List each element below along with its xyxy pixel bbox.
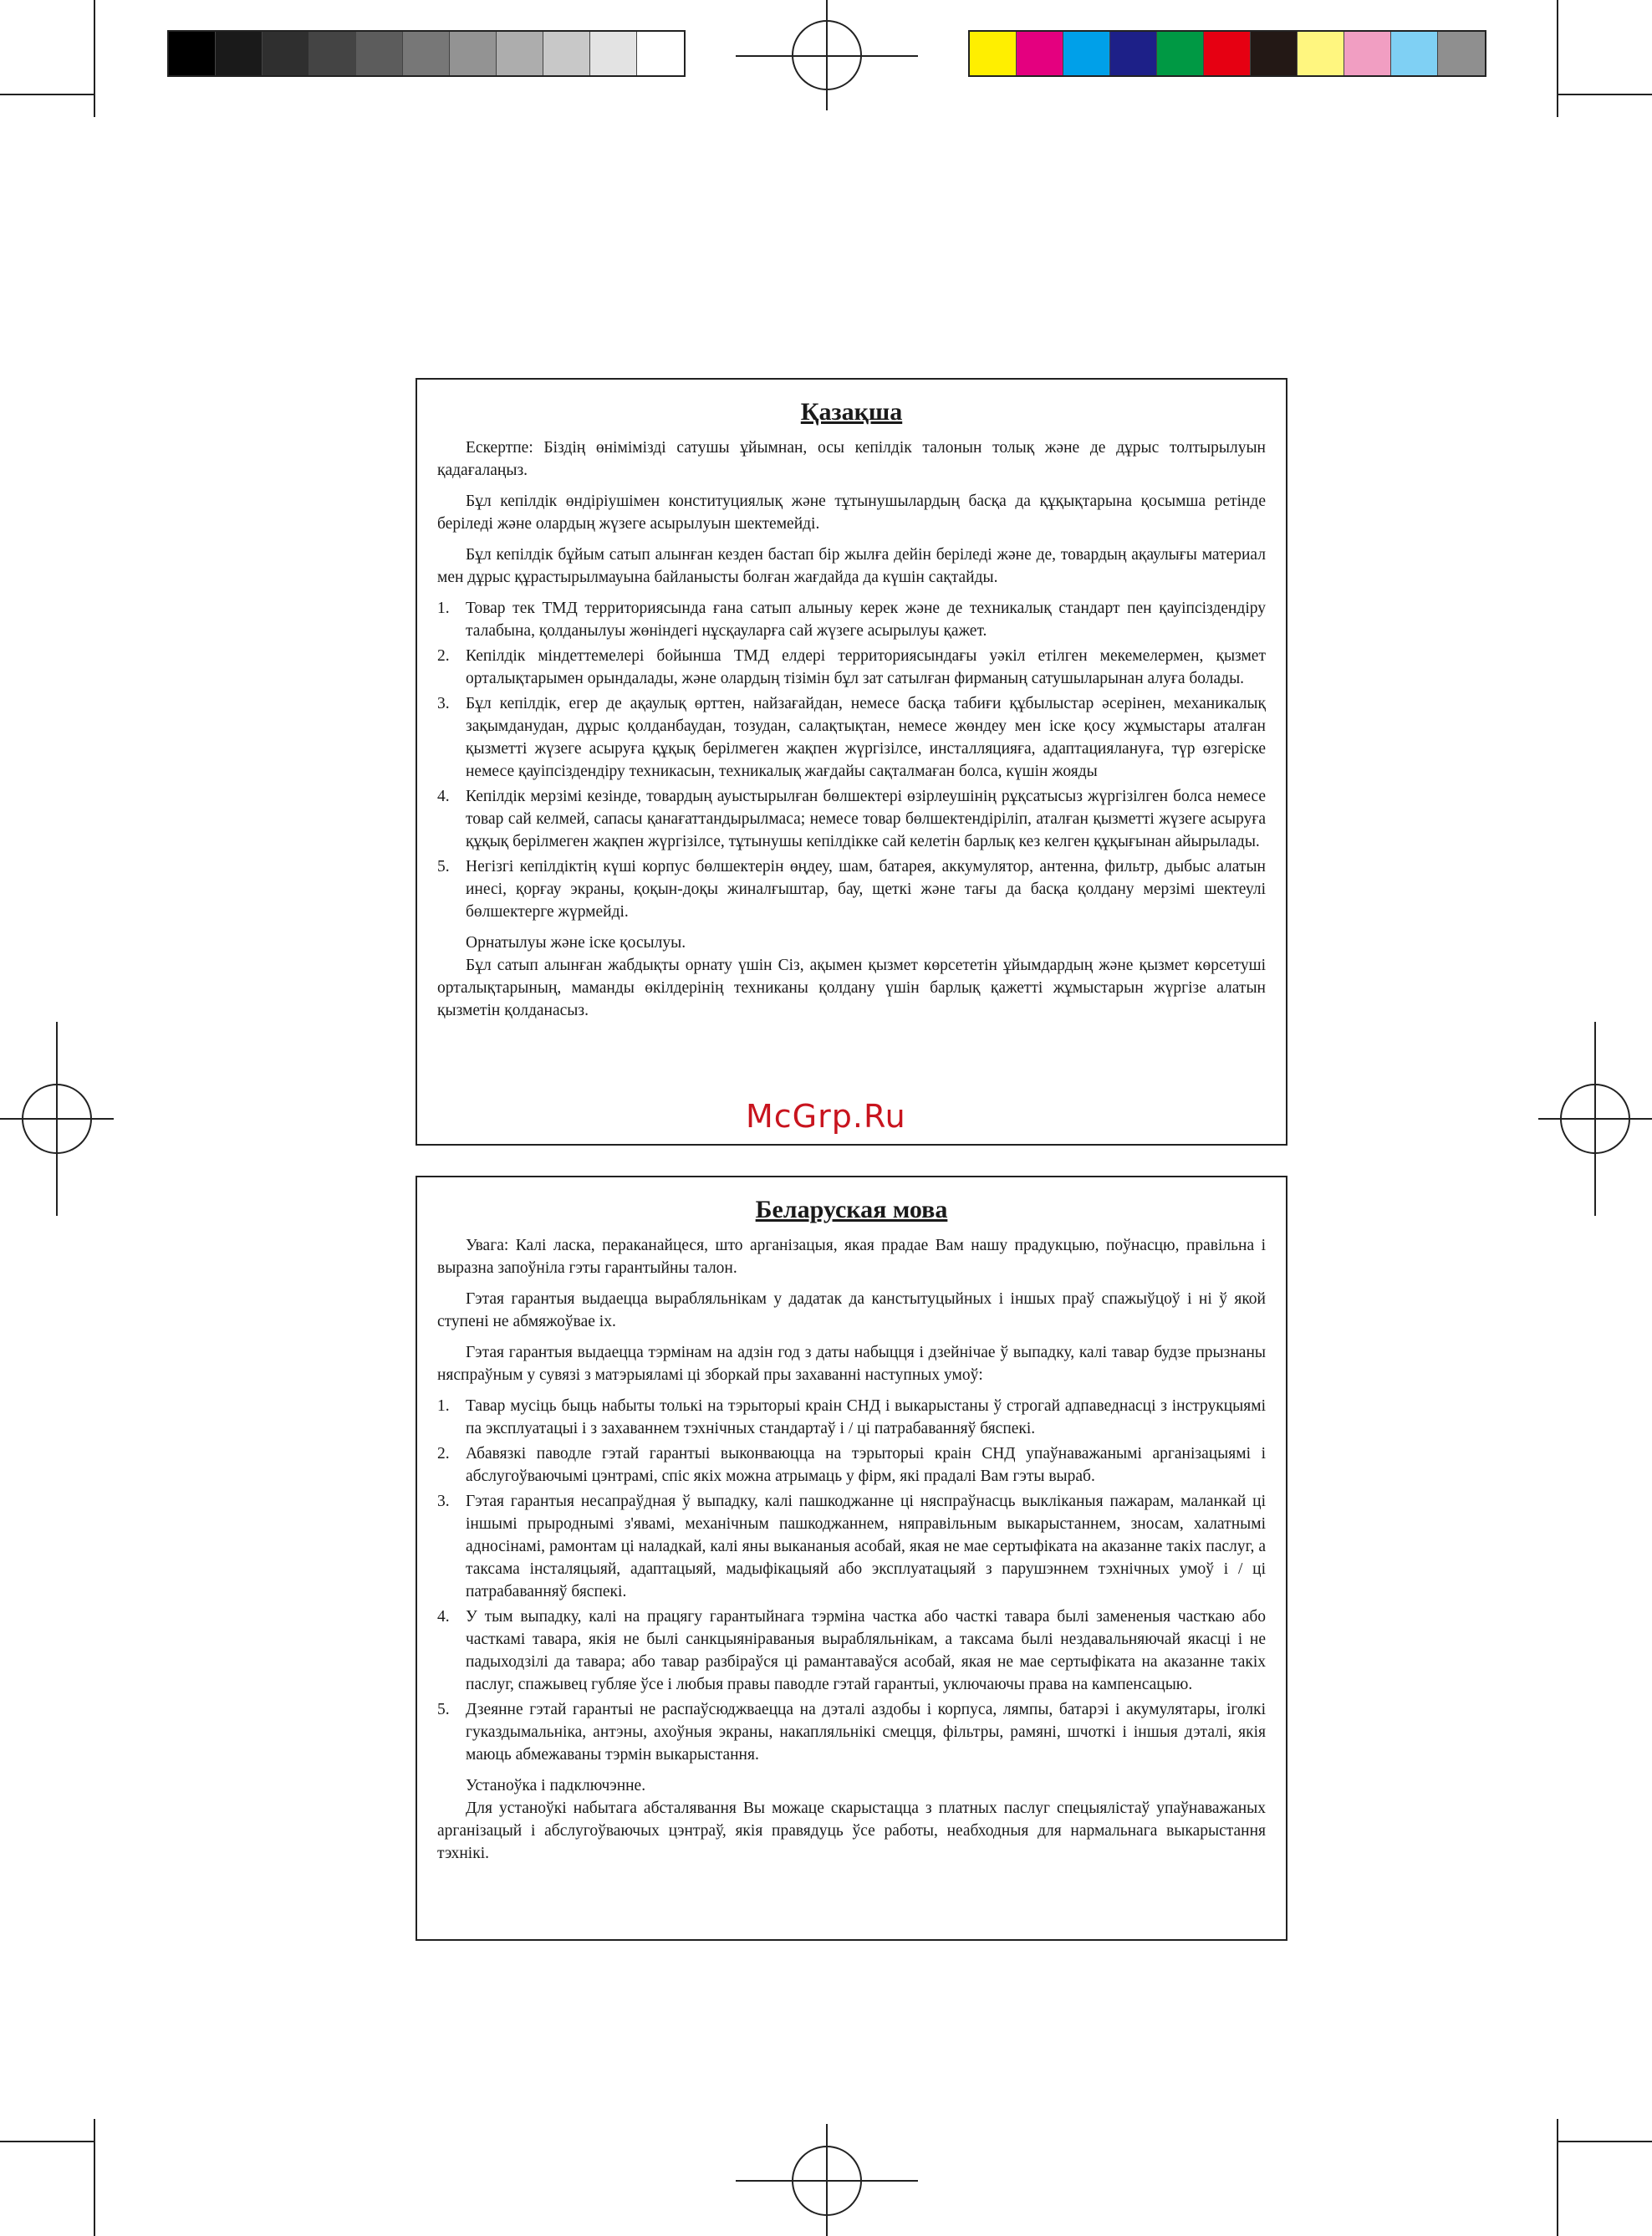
- note-paragraph: Увага: Калі ласка, пераканайцеся, што арганізацыя, якая прадае Вам нашу прадукцыю, поўнасцю, правільна і выразна запоўніла гэты гарантыйны талон.: [437, 1237, 1266, 1277]
- list-text: У тым выпадку, калі на працягу гарантыйнага тэрміна частка або часткі тавара былі замененыя часткаю або часткамі тавара, якія не былі санкцыяніраваныя вырабляльнікам, а таксама былі нездавальняючай якасці і не падыходзілі да тавара; або тавар разбіраўся ці рамантаваўся асобай, якая не мае сертыфіката на аказанне такіх паслуг, спажывец губляе ўсе і любыя правы паводле гэтай гарантыі, уключаючы права на кампенсацыю.: [466, 1608, 1266, 1693]
- list-item: [437, 1490, 1266, 1603]
- calibration-swatch: [543, 32, 590, 75]
- crop-mark: [94, 2119, 95, 2236]
- list-number: 3.: [437, 1493, 450, 1510]
- list-text: Абавязкі паводле гэтай гарантыі выконваюцца на тэрыторыі краін СНД упаўнаважанымі арганізацыямі і абслугоўваючымі цэнтрамі, спіс якіх можна атрымаць у фірм, які прадалі Вам гэты выраб.: [466, 1445, 1266, 1485]
- list-item: [437, 855, 1266, 923]
- conditions-list: [437, 1395, 1266, 1766]
- calibration-swatch: [169, 32, 216, 75]
- list-text: Дзеянне гэтай гарантыі не распаўсюджваецца на дэталі аздобы і корпуса, лямпы, батарэі і акумулятары, іголкі гуказдымальніка, антэны, ахоўныя экраны, накапляльнікі смецця, фільтры, рамяні, шчоткі і іншыя дэталі, якія маюць абмежаваны тэрмін выкарыстання.: [466, 1701, 1266, 1764]
- kazakh-warranty-section: [416, 378, 1287, 1146]
- list-item: [437, 1698, 1266, 1766]
- calibration-swatch: [450, 32, 497, 75]
- body-paragraph: Бұл кепілдік өндіріушімен конституциялық және тұтынушылардың басқа да құқықтарына қосымша ретінде беріледі және олардың жүзеге асырылуын шектемейді.: [437, 493, 1266, 533]
- calibration-swatch: [637, 32, 684, 75]
- list-item: [437, 597, 1266, 642]
- calibration-swatch: [309, 32, 356, 75]
- install-paragraph: Для устаноўкі набытага абсталявання Вы можаце скарыстацца з платных паслуг спецыялістаў упаўнаважаных арганізацый і абслугоўваючых цэнтраў, якія правядуць ўсе работы, неабходныя для нармальнага выкарыстання тэхнікі.: [437, 1800, 1266, 1862]
- calibration-swatch: [1063, 32, 1110, 75]
- list-item: [437, 1606, 1266, 1696]
- install-paragraph: Бұл сатып алынған жабдықты орнату үшін Сіз, ақымен қызмет көрсететін ұйымдардың және қызмет көрсетуші орталықтарының, маманды өкілдерінің техниканы қолдану үшін барлық қажетті жұмыстарын жүргізе алатын қызметін қолданасыз.: [437, 957, 1266, 1019]
- install-heading: Устаноўка і падключэнне.: [466, 1777, 646, 1794]
- color-calibration-strip: [968, 30, 1486, 77]
- belarusian-warranty-section: [416, 1176, 1287, 1941]
- list-number: 5.: [437, 858, 450, 876]
- list-number: 5.: [437, 1701, 450, 1718]
- calibration-swatch: [1157, 32, 1204, 75]
- list-item: [437, 1395, 1266, 1440]
- calibration-swatch: [590, 32, 637, 75]
- calibration-swatch: [1391, 32, 1438, 75]
- list-text: Товар тек ТМД территориясында ғана сатып алыныу керек және де техникалық стандарт пен қауіпсіздендіру талабына, қолданылуы жөніндегі нұсқауларға сай жүзеге асырылуы қажет.: [466, 600, 1266, 640]
- list-number: 1.: [437, 1397, 450, 1415]
- calibration-swatch: [497, 32, 543, 75]
- calibration-swatch: [1438, 32, 1485, 75]
- list-item: [437, 785, 1266, 853]
- section-title: Беларуская мова: [755, 1196, 948, 1223]
- list-text: Кепілдік мерзімі кезінде, товардың ауыстырылған бөлшектері өзірлеушінің рұқсатысыз жүргізілген болса немесе товар сай келмей, сапасы қанағаттандырылмаса; немесе товар бөлшектендіріліп, аталған қызметті жүзеге асыруға құқық берілмеген жақпен жүргізілсе, тұтынушы кепілдікке сай келетін барлық кез келген құқығынан айырылады.: [466, 788, 1266, 850]
- list-text: Кепілдік міндеттемелері бойынша ТМД елдері территориясындағы уәкіл етілген мекемелермен, қызмет орталықтарымен орындалады, және олардың тізімін бұл зат сатылған фирманың сатушыларынан алуға болады.: [466, 647, 1266, 687]
- list-number: 4.: [437, 788, 450, 805]
- conditions-list: [437, 597, 1266, 923]
- list-item: [437, 1442, 1266, 1488]
- grayscale-calibration-strip: [167, 30, 686, 77]
- calibration-swatch: [1204, 32, 1251, 75]
- list-number: 2.: [437, 647, 450, 665]
- list-text: Негізгі кепілдіктің күші корпус бөлшектерін өңдеу, шам, батарея, аккумулятор, антенна, фильтр, дыбыс алатын инесі, қорғау экраны, қоқын-доқы жиналғыштар, бау, щеткі және тағы да басқа қолдану мерзімі шектеулі бөлшектерге жүрмейді.: [466, 858, 1266, 921]
- calibration-swatch: [356, 32, 403, 75]
- calibration-swatch: [1298, 32, 1344, 75]
- crop-mark: [0, 94, 94, 95]
- section-title: Қазақша: [800, 398, 903, 426]
- calibration-swatch: [1344, 32, 1391, 75]
- registration-crosshair: [0, 1118, 114, 1120]
- crop-mark: [94, 0, 95, 117]
- registration-crosshair: [736, 2180, 918, 2182]
- registration-crosshair: [1538, 1118, 1652, 1120]
- registration-crosshair: [736, 55, 918, 57]
- crop-mark: [1557, 0, 1558, 117]
- calibration-swatch: [1251, 32, 1298, 75]
- calibration-swatch: [263, 32, 309, 75]
- list-number: 4.: [437, 1608, 450, 1626]
- crop-mark: [1558, 2141, 1652, 2142]
- list-number: 3.: [437, 695, 450, 712]
- install-heading: Орнатылуы және іске қосылуы.: [466, 934, 686, 952]
- calibration-swatch: [1017, 32, 1063, 75]
- body-paragraph: Гэтая гарантыя выдаецца тэрмінам на адзін год з даты набыцця і дзейнічае ў выпадку, калі тавар будзе прызнаны няспраўным у сувязі з матэрыяламі ці зборкай пры захаванні наступных умоў:: [437, 1344, 1266, 1384]
- calibration-swatch: [1110, 32, 1157, 75]
- calibration-swatch: [216, 32, 263, 75]
- crop-mark: [0, 2141, 94, 2142]
- list-number: 1.: [437, 600, 450, 617]
- body-paragraph: Бұл кепілдік бұйым сатып алынған кезден бастап бір жылға дейін беріледі және де, товардың ақаулығы материал мен дұрыс құрастырылмауына байланысты болған жағдайда да күшін сақтайды.: [437, 546, 1266, 586]
- calibration-swatch: [403, 32, 450, 75]
- list-number: 2.: [437, 1445, 450, 1463]
- calibration-swatch: [970, 32, 1017, 75]
- list-item: [437, 645, 1266, 690]
- crop-mark: [1558, 94, 1652, 95]
- list-item: [437, 692, 1266, 783]
- watermark-text: McGrp.Ru: [746, 1098, 906, 1135]
- list-text: Гэтая гарантыя несапраўдная ў выпадку, калі пашкоджанне ці няспраўнасць выкліканыя пажарам, маланкай ці іншымі прыроднымі з'явамі, механічным пашкоджаннем, няправільным выкарыстаннем, зносам, халатнымі адносінамі, рамонтам ці наладкай, калі яны выкананыя асобай, якая не мае сертыфіката на аказанне такіх паслуг, а таксама інсталяцыяй, адаптацыяй, мадыфікацыяй або эксплуатацыяй з парушэннем тэхнічных умоў і / ці патрабаванняў бяспекі.: [466, 1493, 1266, 1600]
- body-paragraph: Гэтая гарантыя выдаецца вырабляльнікам у дадатак да канстытуцыйных і іншых праў спажыўцоў і ні ў якой ступені не абмяжоўвае іх.: [437, 1290, 1266, 1330]
- list-text: Тавар мусіць быць набыты толькі на тэрыторыі краін СНД і выкарыстаны ў строгай адпаведнасці з інструкцыямі па эксплуатацыі і з захаваннем тэхнічных стандартаў і / ці патрабаванняў бяспекі.: [466, 1397, 1266, 1437]
- list-text: Бұл кепілдік, егер де ақаулық өрттен, найзағайдан, немесе басқа табиғи құбылыстар әсерінен, механикалық зақымданудан, дұрыс қолданбаудан, тозудан, салақтықтан, немесе жөндеу мен іске қосу жұмыстары аталған қызметті жүзеге асыруға құқық берілмеген жақпен жүргізілсе, инсталляцияға, адаптациялануға, түр өзгеріске немесе қауіпсіздендіру техникасын, техникалық жағдайы сақталмаған болса, күшін жояды: [466, 695, 1266, 780]
- crop-mark: [1557, 2119, 1558, 2236]
- note-paragraph: Ескертпе: Біздің өнімімізді сатушы ұйымнан, осы кепілдік талонын толық және де дұрыс толтырылуын қадағалаңыз.: [437, 439, 1266, 479]
